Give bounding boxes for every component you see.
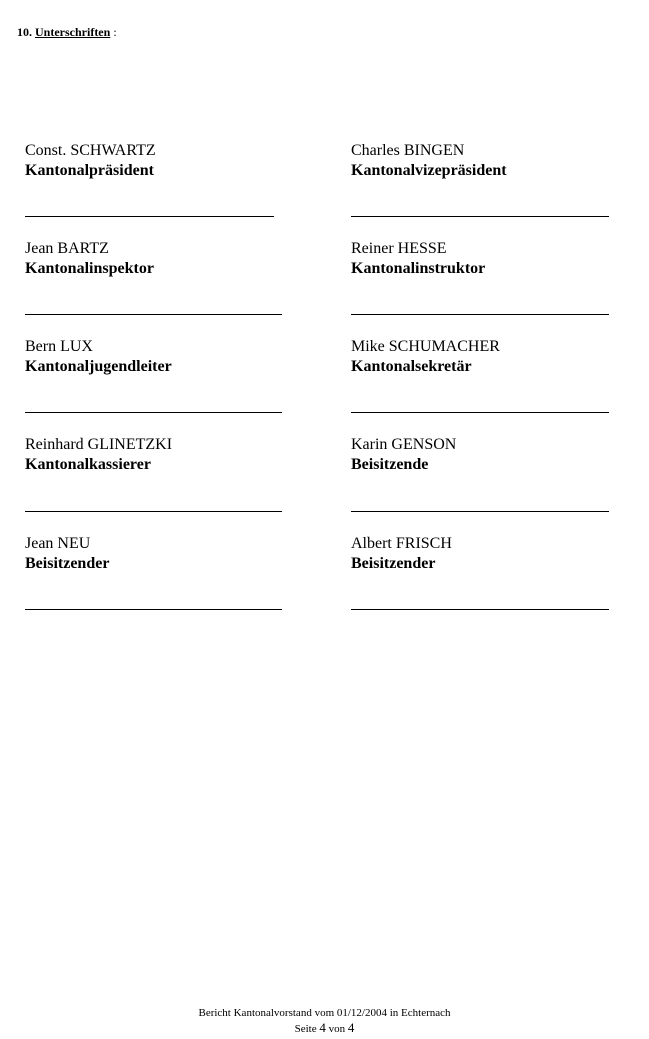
- signatory-role: Kantonalinstruktor: [351, 260, 486, 277]
- signature-block: [351, 337, 611, 377]
- section-title: Unterschriften: [35, 25, 111, 39]
- signatory-role: Beisitzender: [25, 555, 110, 572]
- section-suffix: :: [113, 25, 117, 39]
- signatory-role: Kantonaljugendleiter: [25, 358, 172, 375]
- page-total: 4: [347, 1020, 355, 1035]
- signature-block: [25, 239, 285, 279]
- signatory-name: Reinhard GLINETZKI: [25, 436, 173, 453]
- signature-block: [25, 141, 285, 181]
- signatory-name: Karin GENSON: [351, 436, 457, 453]
- footer-report-line: Bericht Kantonalvorstand vom 01/12/2004 in Echternach: [198, 1007, 451, 1019]
- page-current: 4: [319, 1020, 326, 1035]
- signature-line: [25, 314, 282, 315]
- signatory-name: Mike SCHUMACHER: [351, 338, 500, 355]
- signature-block: [25, 534, 285, 574]
- signatory-role: Kantonalinspektor: [25, 260, 154, 277]
- signatory-role: Kantonalsekretär: [351, 358, 472, 375]
- signatory-name: Charles BINGEN: [351, 142, 465, 159]
- signature-line: [351, 314, 609, 315]
- signatory-name: Jean BARTZ: [25, 240, 109, 257]
- signature-line: [351, 511, 609, 512]
- section-heading: [17, 25, 117, 39]
- section-number: 10.: [17, 25, 32, 39]
- page-prefix: Seite: [294, 1023, 317, 1035]
- signature-block: [25, 337, 285, 377]
- signature-line: [25, 511, 282, 512]
- signatory-name: Albert FRISCH: [351, 535, 452, 552]
- signature-block: [25, 435, 285, 475]
- signature-line: [351, 216, 609, 217]
- signatory-role: Beisitzender: [351, 555, 436, 572]
- footer-page-number: [0, 1021, 649, 1036]
- signature-block: [351, 435, 611, 475]
- signatory-role: Kantonalpräsident: [25, 162, 154, 179]
- signatory-role: Kantonalkassierer: [25, 456, 151, 473]
- signature-line: [351, 412, 609, 413]
- signatory-role: Beisitzende: [351, 456, 429, 473]
- signature-block: [351, 534, 611, 574]
- signatory-name: Reiner HESSE: [351, 240, 447, 257]
- signatory-role: Kantonalvizepräsident: [351, 162, 507, 179]
- signatory-name: Bern LUX: [25, 338, 93, 355]
- signature-line: [25, 609, 282, 610]
- signatory-name: Jean NEU: [25, 535, 91, 552]
- signature-line: [25, 216, 274, 217]
- signatory-name: Const. SCHWARTZ: [25, 142, 156, 159]
- signature-line: [351, 609, 609, 610]
- page-separator: von: [328, 1023, 346, 1035]
- signature-block: [351, 141, 611, 181]
- signature-block: [351, 239, 611, 279]
- signature-line: [25, 412, 282, 413]
